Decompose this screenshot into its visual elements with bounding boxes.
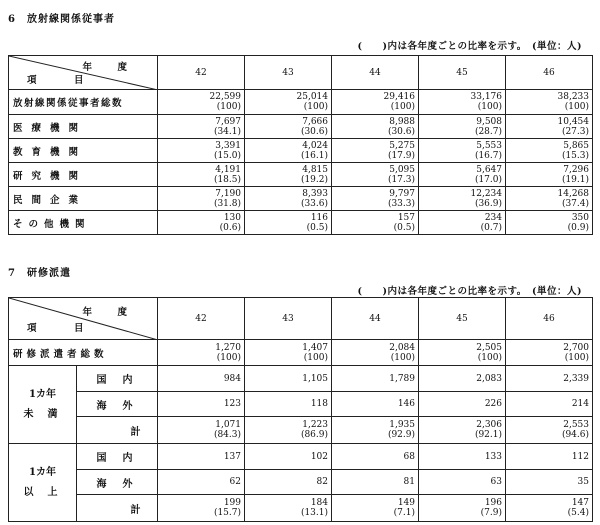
value-cell: 226 (419, 392, 506, 417)
value-cell: 1,071 (84.3) (158, 417, 245, 444)
value-cell: 146 (332, 392, 419, 417)
value-cell: 1,223 (86.9) (245, 417, 332, 444)
section-6-title: 6 放射線関係従事者 (8, 14, 115, 25)
year-header: 42 (158, 56, 245, 90)
value-cell: 12,234 (36.9) (419, 187, 506, 211)
value-cell: 137 (158, 444, 245, 470)
table-row (9, 444, 593, 470)
value-cell: 1,407 (100) (245, 340, 332, 366)
section-7-title: 7 研修派遣 (8, 268, 71, 279)
header-diagonal-cell (9, 298, 158, 340)
value-cell: 9,508 (28.7) (419, 115, 506, 139)
row-label: 研究機関 (9, 163, 158, 187)
row-label: 医療機関 (9, 115, 158, 139)
value-cell: 157 (0.5) (332, 211, 419, 235)
value-cell: 2,339 (506, 366, 593, 392)
value-cell: 68 (332, 444, 419, 470)
value-cell: 9,797 (33.3) (332, 187, 419, 211)
row-label: 計 (77, 495, 158, 522)
value-cell: 29,416 (100) (332, 90, 419, 115)
value-cell: 116 (0.5) (245, 211, 332, 235)
year-header: 44 (332, 56, 419, 90)
table-row (9, 470, 593, 495)
table-row (9, 392, 593, 417)
section-6-note: ( )内は各年度ごとの比率を示す。 (単位：人) (357, 41, 582, 52)
value-cell: 38,233 (100) (506, 90, 593, 115)
item-header-label: 項 目 (27, 75, 98, 86)
year-header-label: 年 度 (82, 62, 135, 73)
value-cell: 5,553 (16.7) (419, 139, 506, 163)
header-diagonal-cell (9, 56, 158, 90)
table-row (9, 139, 593, 163)
value-cell: 4,815 (19.2) (245, 163, 332, 187)
row-label: 教育機関 (9, 139, 158, 163)
year-header: 46 (506, 298, 593, 340)
radiation-workers-table (8, 55, 593, 235)
group-label: 1カ年 以上 (9, 444, 77, 522)
year-header: 43 (245, 56, 332, 90)
value-cell: 5,865 (15.3) (506, 139, 593, 163)
table-row (9, 163, 593, 187)
table-row (9, 366, 593, 392)
table-row (9, 417, 593, 444)
value-cell: 130 (0.6) (158, 211, 245, 235)
year-header: 43 (245, 298, 332, 340)
value-cell: 196 (7.9) (419, 495, 506, 522)
value-cell: 35 (506, 470, 593, 495)
value-cell: 7,296 (19.1) (506, 163, 593, 187)
value-cell: 118 (245, 392, 332, 417)
value-cell: 4,024 (16.1) (245, 139, 332, 163)
value-cell: 8,393 (33.6) (245, 187, 332, 211)
value-cell: 7,697 (34.1) (158, 115, 245, 139)
value-cell: 14,268 (37.4) (506, 187, 593, 211)
value-cell: 5,095 (17.3) (332, 163, 419, 187)
value-cell: 123 (158, 392, 245, 417)
value-cell: 2,084 (100) (332, 340, 419, 366)
table-row (9, 211, 593, 235)
value-cell: 5,275 (17.9) (332, 139, 419, 163)
row-label: 国内 (77, 366, 158, 392)
value-cell: 984 (158, 366, 245, 392)
table-row (9, 495, 593, 522)
value-cell: 2,700 (100) (506, 340, 593, 366)
row-label: 計 (77, 417, 158, 444)
value-cell: 1,935 (92.9) (332, 417, 419, 444)
value-cell: 3,391 (15.0) (158, 139, 245, 163)
value-cell: 8,988 (30.6) (332, 115, 419, 139)
value-cell: 133 (419, 444, 506, 470)
section-7-note: ( )内は各年度ごとの比率を示す。 (単位：人) (357, 286, 582, 297)
group-label: 1カ年 未満 (9, 366, 77, 444)
value-cell: 199 (15.7) (158, 495, 245, 522)
value-cell: 62 (158, 470, 245, 495)
row-label: 研修派遣者総数 (9, 340, 158, 366)
value-cell: 350 (0.9) (506, 211, 593, 235)
value-cell: 4,191 (18.5) (158, 163, 245, 187)
value-cell: 214 (506, 392, 593, 417)
table-row (9, 90, 593, 115)
value-cell: 22,599 (100) (158, 90, 245, 115)
value-cell: 149 (7.1) (332, 495, 419, 522)
year-header: 45 (419, 298, 506, 340)
row-label: 国内 (77, 444, 158, 470)
row-label: その他機関 (9, 211, 158, 235)
table-row (9, 115, 593, 139)
value-cell: 33,176 (100) (419, 90, 506, 115)
value-cell: 1,105 (245, 366, 332, 392)
value-cell: 2,083 (419, 366, 506, 392)
row-label: 海外 (77, 392, 158, 417)
row-label: 放射線関係従事者総数 (9, 90, 158, 115)
value-cell: 112 (506, 444, 593, 470)
value-cell: 7,190 (31.8) (158, 187, 245, 211)
value-cell: 102 (245, 444, 332, 470)
value-cell: 10,454 (27.3) (506, 115, 593, 139)
year-header: 46 (506, 56, 593, 90)
value-cell: 82 (245, 470, 332, 495)
year-header: 42 (158, 298, 245, 340)
value-cell: 81 (332, 470, 419, 495)
year-header-label: 年 度 (82, 307, 135, 318)
value-cell: 2,553 (94.6) (506, 417, 593, 444)
training-dispatch-table (8, 297, 593, 522)
table-row (9, 340, 593, 366)
value-cell: 2,505 (100) (419, 340, 506, 366)
value-cell: 1,789 (332, 366, 419, 392)
table-row (9, 187, 593, 211)
value-cell: 1,270 (100) (158, 340, 245, 366)
value-cell: 184 (13.1) (245, 495, 332, 522)
year-header: 45 (419, 56, 506, 90)
value-cell: 234 (0.7) (419, 211, 506, 235)
year-header: 44 (332, 298, 419, 340)
value-cell: 63 (419, 470, 506, 495)
value-cell: 147 (5.4) (506, 495, 593, 522)
value-cell: 5,647 (17.0) (419, 163, 506, 187)
value-cell: 25,014 (100) (245, 90, 332, 115)
value-cell: 2,306 (92.1) (419, 417, 506, 444)
value-cell: 7,666 (30.6) (245, 115, 332, 139)
item-header-label: 項 目 (27, 323, 98, 334)
row-label: 海外 (77, 470, 158, 495)
row-label: 民間企業 (9, 187, 158, 211)
